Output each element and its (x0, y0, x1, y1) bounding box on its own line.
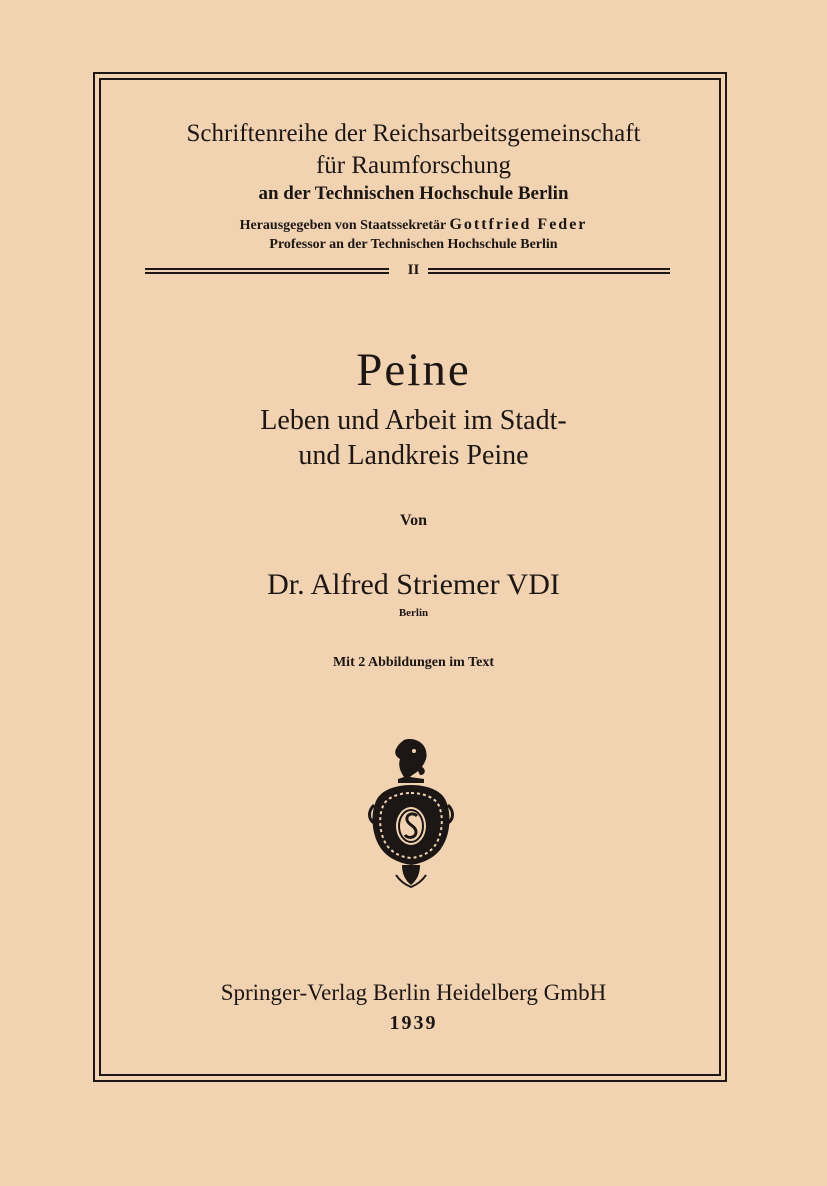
author-name: Dr. Alfred Striemer VDI (267, 568, 560, 601)
publication-year: 1939 (389, 1012, 438, 1034)
volume-number: II (407, 262, 420, 278)
book-subtitle-line2: und Landkreis Peine (298, 440, 529, 471)
editor-line1 (0, 216, 827, 234)
springer-knight-logo-icon (366, 735, 456, 890)
book-subtitle-line1: Leben und Arbeit im Stadt- (260, 405, 567, 436)
editor-name: Gottfried Feder (449, 216, 588, 233)
publisher: Springer-Verlag Berlin Heidelberg GmbH (220, 980, 607, 1005)
illustrations-note: Mit 2 Abbildungen im Text (332, 655, 495, 670)
by-label: Von (400, 512, 427, 529)
book-title: Peine (356, 344, 471, 396)
author-place: Berlin (398, 607, 429, 619)
series-title-line1: Schriftenreihe der Reichsarbeitsgemeinschaft (186, 120, 641, 147)
series-title-line3: an der Technischen Hochschule Berlin (258, 183, 569, 204)
editor-prefix: Herausgegeben von Staatssekretär (239, 218, 446, 233)
editor-line2: Professor an der Technischen Hochschule Berlin (269, 237, 558, 252)
series-title-line2: für Raumforschung (315, 152, 512, 179)
